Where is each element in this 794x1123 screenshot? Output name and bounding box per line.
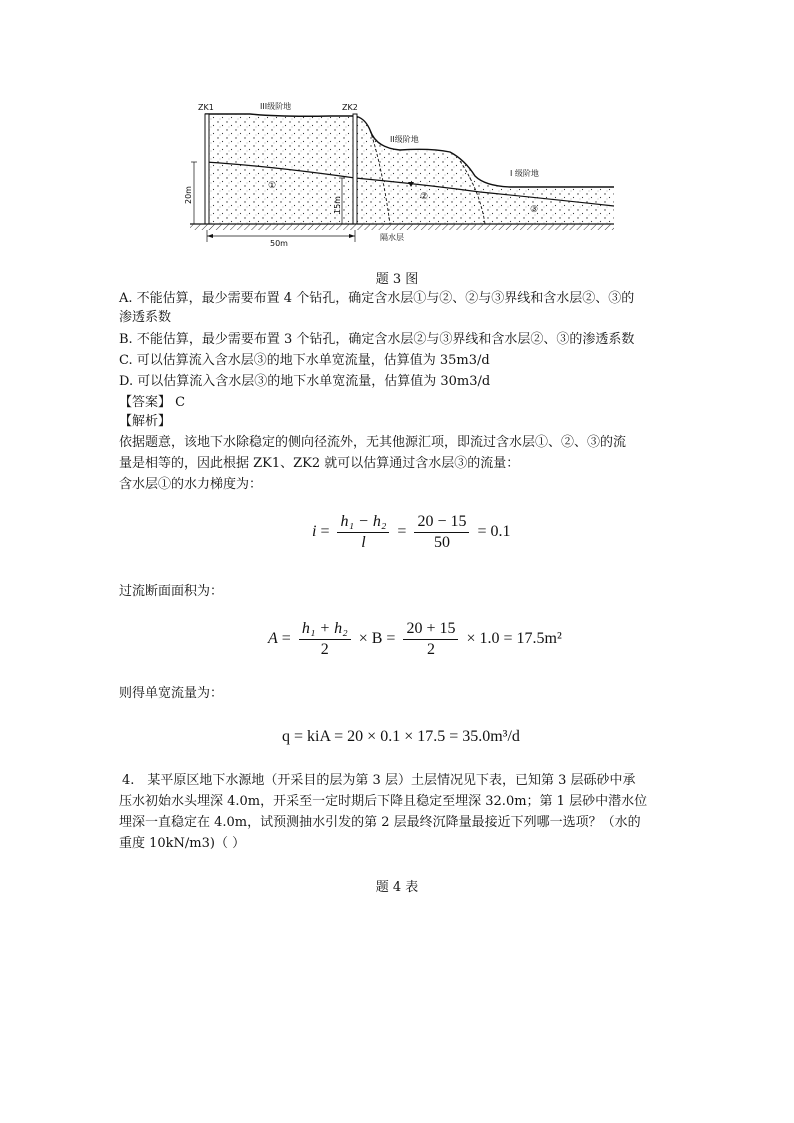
aquiclude-hatch <box>190 224 614 230</box>
analysis-paragraph-5: 则得单宽流量为： <box>119 686 224 701</box>
formula2-result: × 1.0 = 17.5m² <box>466 630 562 648</box>
formula2-denominator-values: 2 <box>426 641 435 658</box>
label-zk2: ZK2 <box>342 103 358 112</box>
formula1-numerator: h₁ − h₂ <box>337 513 389 533</box>
figure-caption: 题 3 图 <box>375 272 419 287</box>
formula-hydraulic-gradient: i = $\frac{\text{h₁ − h₂}}{l}$ = $\frac{20 - 15}{50}$ = 0.1 <box>312 513 511 551</box>
formula2-numerator-values: 20 + 15 <box>403 620 458 640</box>
formula2-lhs: A <box>268 630 278 648</box>
borehole-zk1 <box>205 114 209 224</box>
question4-line2: 压水初始水头埋深 4.0m，开采至一定时期后下降且稳定至埋深 32.0m；第 1 层砂中潜水位 <box>119 794 648 809</box>
formula1-result: = 0.1 <box>477 523 511 541</box>
label-height-20m: 20m <box>184 186 193 204</box>
analysis-paragraph-1: 依据题意，该地下水除稳定的侧向径流外，无其他源汇项，即流过含水层①、②、③的流 <box>119 435 627 450</box>
option-a-line1: A. 不能估算，最少需要布置 4 个钻孔，确定含水层①与②、②与③界线和含水层②、③的 <box>119 291 635 306</box>
formula2-numerator: h₁ + h₂ <box>299 620 351 640</box>
label-terrace-1: I 级阶地 <box>510 169 539 178</box>
analysis-title: 【解析】 <box>119 414 172 429</box>
formula-unit-flow: q = kiA = 20 × 0.1 × 17.5 = 35.0m³/d <box>282 728 520 745</box>
label-height-15m: 15m <box>333 196 342 214</box>
option-a-line2: 渗透系数 <box>119 310 172 325</box>
label-aquifer-1: ① <box>268 181 277 191</box>
formula1-numerator-values: 20 − 15 <box>414 513 469 533</box>
question4-line1: 4. 某平原区地下水源地（开采目的层为第 3 层）土层情况见下表，已知第 3 层砾砂中承 <box>122 773 636 788</box>
formula1-lhs: i <box>312 523 317 541</box>
option-d: D. 可以估算流入含水层③的地下水单宽流量，估算值为 30m3/d <box>119 374 491 389</box>
analysis-paragraph-2: 量是相等的，因此根据 ZK1、ZK2 就可以估算通过含水层③的流量： <box>119 456 520 471</box>
label-aquifer-3: ③ <box>530 205 539 215</box>
label-terrace-2: II级阶地 <box>390 135 419 144</box>
borehole-zk2 <box>353 114 357 224</box>
soil-body <box>205 114 614 224</box>
answer: 【答案】 C <box>119 395 186 410</box>
option-b: B. 不能估算，最少需要布置 3 个钻孔，确定含水层②与③界线和含水层②、③的渗透系数 <box>119 332 635 347</box>
label-aquiclude: 隔水层 <box>380 233 404 242</box>
formula1-denominator: l <box>361 534 366 551</box>
label-terrace-3: III级阶地 <box>260 102 292 111</box>
table-caption: 题 4 表 <box>375 880 419 895</box>
formula-flow-area: A = $\frac{\text{h₁ + h₂}}{2}$ × B = $\frac{20 + 15}{2}$ × 1.0 = 17.5m² <box>268 620 562 658</box>
formula1-denominator-values: 50 <box>433 534 450 551</box>
analysis-paragraph-4: 过流断面面积为： <box>119 584 224 599</box>
label-zk1: ZK1 <box>198 103 214 112</box>
analysis-paragraph-3: 含水层①的水力梯度为： <box>119 477 263 492</box>
label-width-50m: 50m <box>270 239 288 248</box>
question4-line4: 重度 10kN/m3)（ ） <box>119 836 246 851</box>
question4-line3: 埋深一直稳定在 4.0m，试预测抽水引发的第 2 层最终沉降量最接近下列哪一选项？（水的 <box>119 815 641 830</box>
formula2-mid: × B = <box>358 630 396 648</box>
formula2-denominator: 2 <box>320 641 329 658</box>
option-c: C. 可以估算流入含水层③的地下水单宽流量，估算值为 35m3/d <box>119 353 490 368</box>
label-aquifer-2: ② <box>420 192 429 202</box>
geologic-cross-section-figure <box>180 96 620 248</box>
